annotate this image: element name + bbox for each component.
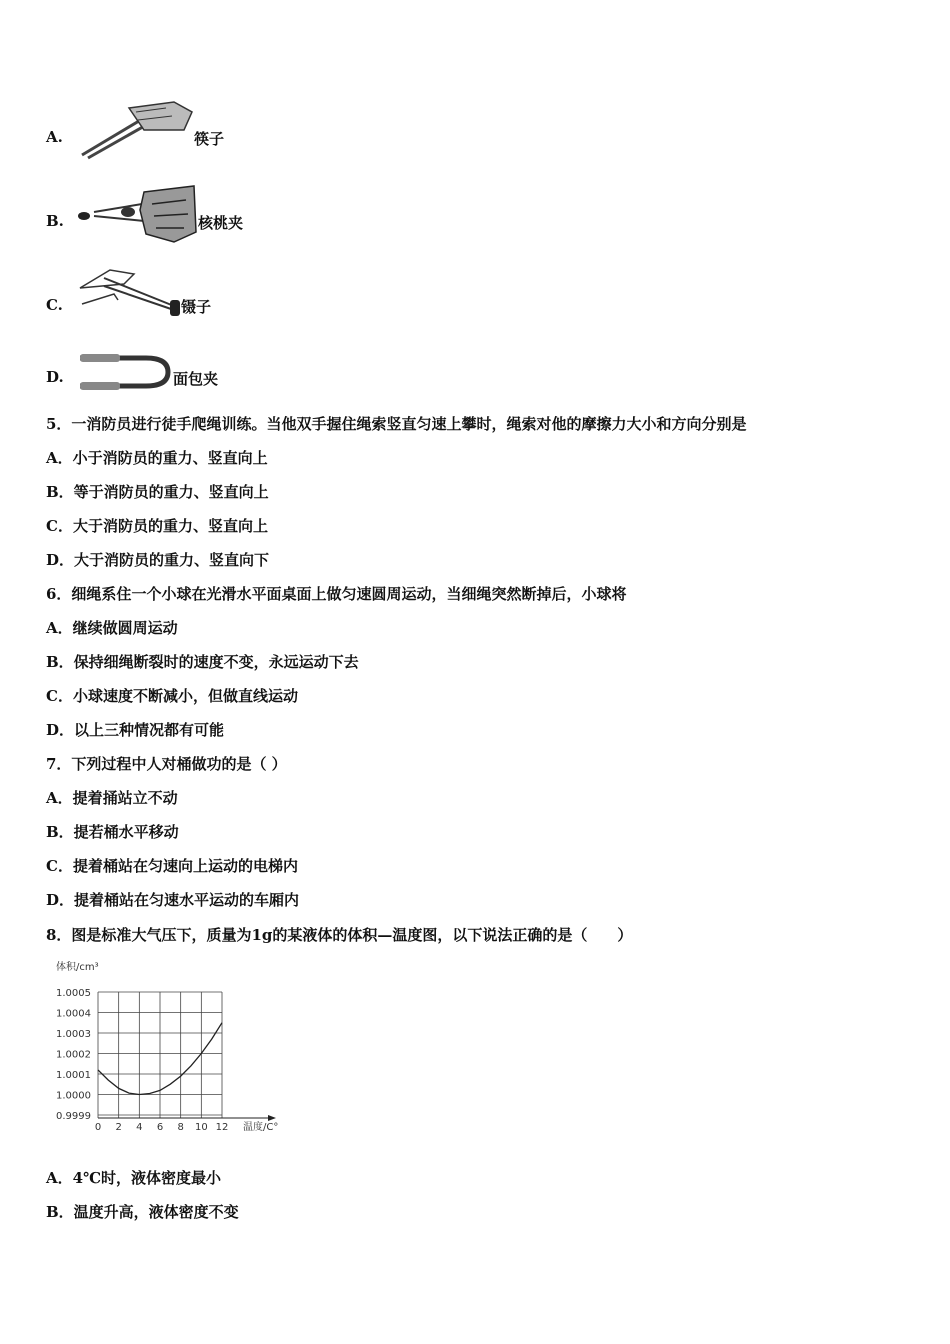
option-label: 核桃夹 bbox=[198, 214, 244, 232]
q6-option-d: D．以上三种情况都有可能 bbox=[46, 721, 225, 739]
volume-temperature-chart bbox=[50, 955, 300, 1135]
option-label: 镊子 bbox=[181, 298, 212, 316]
x-axis-arrow bbox=[268, 1115, 276, 1121]
y-tick-label: 1.0002 bbox=[56, 1049, 91, 1061]
x-tick-label: 6 bbox=[156, 1122, 164, 1133]
q6-option-b: B．保持细绳断裂时的速度不变，永远运动下去 bbox=[46, 653, 359, 671]
y-tick-label: 1.0004 bbox=[56, 1008, 91, 1020]
x-tick-label: 0 bbox=[94, 1122, 102, 1133]
q5-option-b: B．等于消防员的重力、竖直向上 bbox=[46, 483, 269, 501]
option-letter: B. bbox=[46, 212, 64, 230]
y-tick-label: 1.0000 bbox=[56, 1090, 91, 1102]
chart-grid bbox=[98, 992, 222, 1118]
option-letter: C. bbox=[46, 296, 63, 314]
x-tick-label: 2 bbox=[115, 1122, 122, 1133]
y-tick-labels bbox=[56, 988, 91, 1122]
q5-option-c: C．大于消防员的重力、竖直向上 bbox=[46, 517, 268, 535]
q6-option-c: C．小球速度不断减小，但做直线运动 bbox=[46, 687, 298, 705]
y-tick-label: 1.0005 bbox=[56, 988, 91, 999]
nutcracker-icon bbox=[74, 182, 198, 244]
q5-option-d: D．大于消防员的重力、竖直向下 bbox=[46, 551, 270, 569]
chopsticks-icon bbox=[74, 100, 194, 160]
q7-stem: 7．下列过程中人对桶做功的是（ ） bbox=[46, 755, 287, 773]
x-tick-label: 12 bbox=[215, 1122, 229, 1133]
q8-option-b: B．温度升高，液体密度不变 bbox=[46, 1203, 239, 1221]
q8-stem: 8．图是标准大气压下，质量为1g的某液体的体积—温度图，以下说法正确的是（ ） bbox=[46, 926, 633, 944]
y-tick-label: 0.9999 bbox=[56, 1111, 91, 1122]
option-letter: A. bbox=[46, 128, 63, 146]
q7-option-a: A．提着捅站立不动 bbox=[46, 789, 178, 807]
q7-option-d: D．提着桶站在匀速水平运动的车厢内 bbox=[46, 891, 300, 909]
q7-option-b: B．提若桶水平移动 bbox=[46, 823, 179, 841]
option-letter: D. bbox=[46, 368, 64, 386]
option-label: 面包夹 bbox=[173, 370, 219, 388]
x-tick-label: 8 bbox=[177, 1122, 184, 1133]
y-tick-label: 1.0001 bbox=[56, 1070, 91, 1081]
q8-option-a: A．4℃时，液体密度最小 bbox=[46, 1169, 222, 1187]
q6-option-a: A．继续做圆周运动 bbox=[46, 619, 178, 637]
x-tick-labels bbox=[95, 1122, 229, 1133]
q5-stem: 5．一消防员进行徒手爬绳训练。当他双手握住绳索竖直匀速上攀时，绳索对他的摩擦力大小和方向分别是 bbox=[46, 415, 747, 433]
x-tick-label: 10 bbox=[194, 1122, 208, 1133]
x-axis-label: 温度/C° bbox=[243, 1122, 279, 1133]
option-label: 筷子 bbox=[194, 130, 225, 148]
q5-option-a: A．小于消防员的重力、竖直向上 bbox=[46, 449, 268, 467]
q7-option-c: C．提着桶站在匀速向上运动的电梯内 bbox=[46, 857, 298, 875]
tweezers-icon bbox=[74, 264, 184, 320]
x-tick-label: 4 bbox=[136, 1122, 143, 1133]
bread-tongs-icon bbox=[74, 350, 174, 394]
y-axis-label: 体积/cm³ bbox=[56, 962, 99, 973]
q6-stem: 6．细绳系住一个小球在光滑水平面桌面上做匀速圆周运动，当细绳突然断掉后，小球将 bbox=[46, 585, 627, 603]
y-tick-label: 1.0003 bbox=[56, 1029, 91, 1040]
